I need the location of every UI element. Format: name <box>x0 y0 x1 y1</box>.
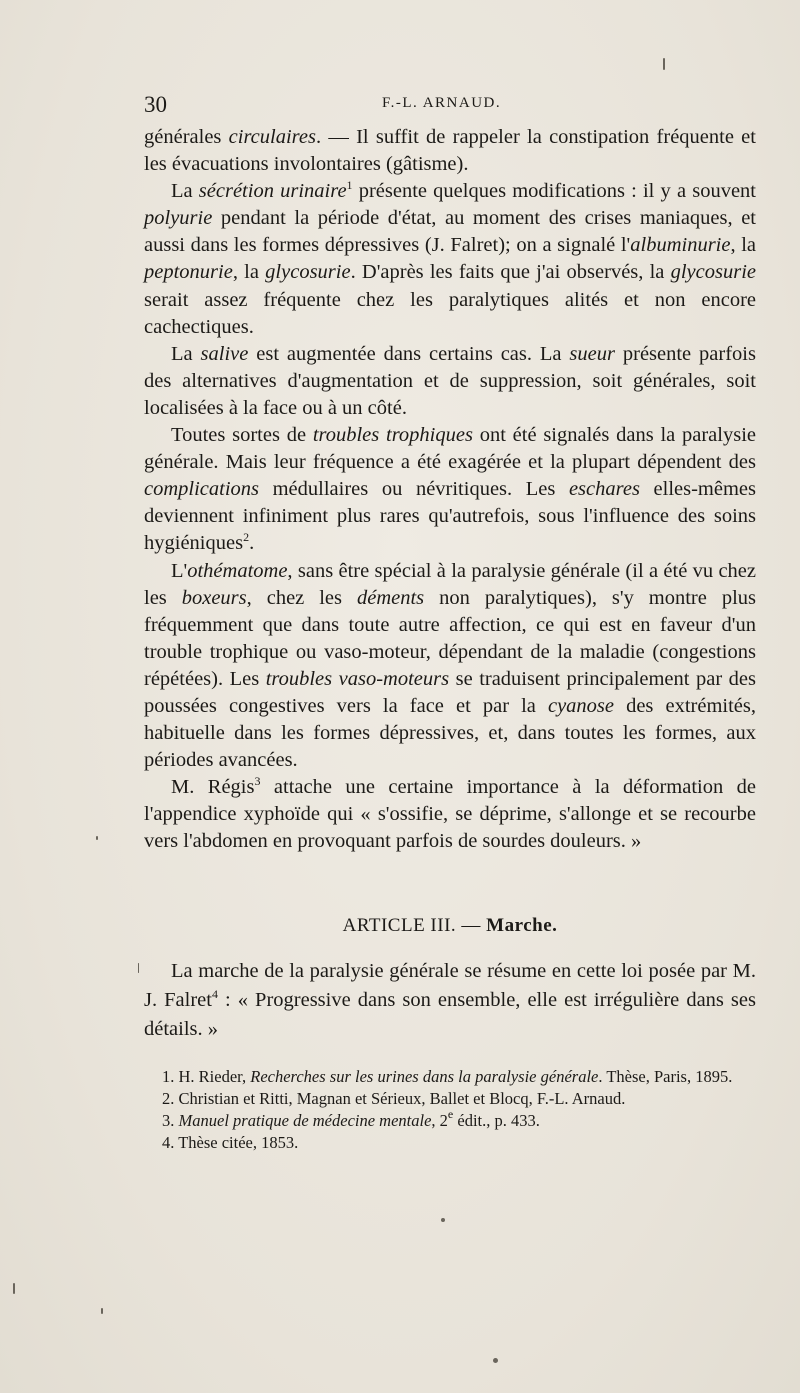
footnote-ref: 1 <box>346 178 353 193</box>
running-head: F.-L. ARNAUD. <box>382 95 502 111</box>
italic-term: sécrétion urinaire <box>198 180 347 203</box>
footnote-ref: 3 <box>254 774 261 789</box>
italic-term: troubles trophiques <box>312 424 473 447</box>
paper-speck <box>101 1308 103 1314</box>
italic-term: othématome <box>187 559 288 582</box>
paragraph-secretion-urinaire <box>144 178 756 341</box>
italic-term: sueur <box>569 342 615 365</box>
italic-term: eschares <box>568 478 640 501</box>
article-heading-title: Marche. <box>486 915 558 936</box>
text-run: . — Il suffit de rappeler la constipation fréquente et les évacuations involontaires (gâtisme). <box>144 126 756 176</box>
footnotes <box>144 1066 756 1154</box>
paragraph-circulaires <box>144 124 756 178</box>
paper-speck <box>13 1283 15 1294</box>
italic-term: glycosurie <box>670 261 757 284</box>
text-run: serait assez fréquente chez les paralytiques alités et non encore cachectiques. <box>144 288 756 338</box>
italic-term: peptonurie <box>144 261 233 284</box>
footnote-ref: e <box>447 1107 454 1121</box>
text-run: M. Régis <box>171 776 255 799</box>
italic-term: troubles vaso-moteurs <box>265 667 450 690</box>
marche-text <box>144 957 756 1044</box>
text-run: présente quelques modifications : il y a souvent <box>352 180 757 203</box>
footnote-3 <box>144 1107 756 1132</box>
text-run: 4. Thèse citée, 1853. <box>162 1133 299 1152</box>
italic-term: albuminurie <box>630 234 731 257</box>
footnote-ref: 4 <box>211 987 218 1001</box>
text-run: La marche de la paralysie générale se résume en cette loi posée par M. J. Falret <box>144 960 756 1011</box>
text-run: . Thèse, Paris, 1895. <box>598 1067 733 1086</box>
text-run: elles-mêmes deviennent infiniment plus rares qu'autrefois, sous l'influence des soins hygiéniques <box>144 478 756 555</box>
paragraph-salive <box>144 341 756 422</box>
italic-term: déments <box>356 586 425 609</box>
text-run: : « Progressive dans son ensemble, elle est irrégulière dans ses détails. » <box>144 989 756 1040</box>
text-run: présente parfois des alternatives d'augmentation et de suppression, soit générales, soit localisées à la face ou à un côté. <box>144 342 756 419</box>
italic-term: cyanose <box>547 694 614 717</box>
text-run: édit., p. 433. <box>453 1111 540 1130</box>
paper-speck <box>441 1218 445 1222</box>
page-header <box>144 92 756 116</box>
italic-term: boxeurs <box>181 586 247 609</box>
italic-term: salive <box>200 342 249 365</box>
footnote-1 <box>144 1066 756 1088</box>
main-text <box>144 124 756 856</box>
text-run: attache une certaine importance à la déformation de l'appendice xyphoïde qui « s'ossifie, se déprime, s'allonge et se recourbe vers l'abdomen en provoquant parfois de sourdes douleurs. » <box>144 776 756 853</box>
paragraph-othematome <box>144 558 756 775</box>
article-heading-prefix: ARTICLE III. — <box>342 915 487 936</box>
text-run: générales <box>144 126 229 148</box>
footnote-4 <box>144 1132 756 1154</box>
page-number: 30 <box>144 92 167 117</box>
text-run: . <box>249 532 255 555</box>
text-run: 2. Christian et Ritti, Magnan et Sérieux, Ballet et Blocq, F.-L. Arnaud. <box>162 1089 626 1108</box>
text-run: L' <box>171 559 188 582</box>
italic-term: Recherches sur les urines dans la paralysie générale <box>250 1067 599 1086</box>
text-run: non paralytiques), s'y montre plus fréquemment que dans toute autre affection, ce qui est en faveur d'un trouble trophique ou vaso-moteur, dépendant de la maladie (congestions répétées). Les <box>144 586 756 690</box>
text-run: , la <box>232 261 266 284</box>
text-run: Toutes sortes de <box>171 424 313 447</box>
text-run: ont été signalés dans la paralysie générale. Mais leur fréquence a été exagérée et la plupart dépendent des <box>144 424 756 474</box>
paper-speck <box>96 836 98 840</box>
text-run: 1. H. Rieder, <box>162 1067 251 1086</box>
text-run: , la <box>730 234 757 257</box>
italic-term: circulaires <box>228 126 316 148</box>
italic-term: glycosurie <box>265 261 351 284</box>
text-run: La <box>171 342 201 365</box>
footnote-ref: 2 <box>243 530 250 545</box>
text-run: des extrémités, habituelle dans les formes dépressives, et, dans toutes les formes, aux périodes avancées. <box>144 694 756 772</box>
text-run: , chez les <box>246 586 357 609</box>
text-run: pendant la période d'état, au moment des crises maniaques, et aussi dans les formes dépressives (J. Falret); on a signalé l' <box>144 207 756 257</box>
text-run: 3. <box>162 1111 179 1130</box>
paper-speck <box>493 1358 498 1363</box>
text-run: La <box>171 180 199 203</box>
text-run: médullaires ou névritiques. Les <box>259 478 569 501</box>
text-run: . D'après les faits que j'ai observés, la <box>350 261 671 284</box>
text-run: est augmentée dans certains cas. La <box>248 342 570 365</box>
paragraph-marche <box>144 957 756 1044</box>
italic-term: Manuel pratique de médecine mentale <box>178 1111 432 1130</box>
paper-speck <box>663 58 665 70</box>
text-run: , 2 <box>431 1111 448 1130</box>
paragraph-troubles-trophiques <box>144 422 756 557</box>
italic-term: polyurie <box>144 207 213 230</box>
article-heading <box>144 915 756 937</box>
paragraph-regis <box>144 774 756 855</box>
text-run: se traduisent principalement par des poussées congestives vers la face et par la <box>144 667 756 717</box>
paper-speck <box>138 963 139 973</box>
italic-term: complications <box>144 478 260 501</box>
text-run: , sans être spécial à la paralysie générale (il a été vu chez les <box>144 559 756 609</box>
